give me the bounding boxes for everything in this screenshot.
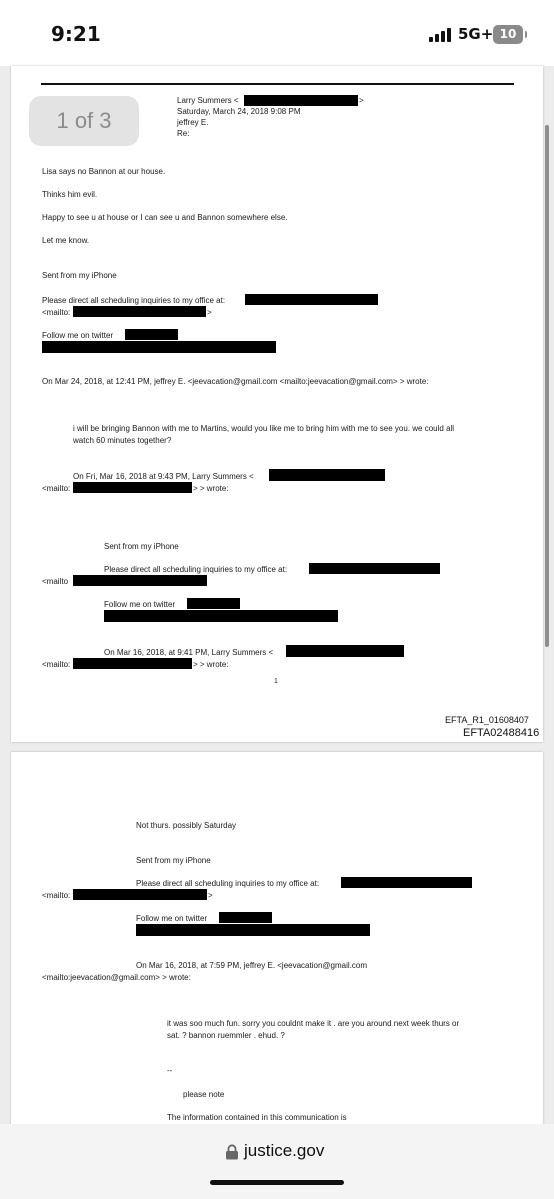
body-line: Let me know. (42, 236, 90, 245)
body-line: Not thurs. possibly Saturday (136, 821, 237, 830)
redaction-bar (286, 645, 404, 657)
redaction-bar (269, 469, 385, 481)
signature-mailto-close: > (207, 308, 212, 317)
signature-scheduling: Please direct all scheduling inquiries to my office at: (104, 565, 288, 574)
cellular-signal-icon (429, 28, 455, 42)
reply-header: On Mar 24, 2018, at 12:41 PM, jeffrey E. <jeevacation@gmail.com <mailto:jeevacation@gmail.com> > wrote: (42, 377, 429, 386)
email-to: jeffrey E. (177, 118, 209, 127)
redaction-bar (125, 329, 178, 340)
redaction-bar (42, 341, 276, 353)
email-subject: Re: (177, 129, 190, 138)
redaction-bar (73, 658, 192, 669)
reply-wrote: > > wrote: (193, 484, 229, 493)
quoted-line: i will be bringing Bannon with me to Martins, would you like me to bring him with me to see you. we could all (73, 424, 455, 433)
redaction-bar (73, 306, 206, 317)
quoted-line: please note (183, 1090, 225, 1099)
body-line: Thinks him evil. (42, 190, 98, 199)
redaction-bar (136, 924, 370, 936)
signature-twitter: Follow me on twitter (136, 914, 208, 923)
url-text[interactable]: justice.gov (244, 1141, 325, 1160)
network-type-label: 5G+ (458, 25, 494, 43)
body-line: Lisa says no Bannon at our house. (42, 167, 166, 176)
signature-sent: Sent from my iPhone (104, 542, 179, 551)
reply-wrote: > > wrote: (193, 660, 229, 669)
redaction-bar (187, 598, 240, 609)
home-indicator[interactable] (210, 1180, 344, 1185)
document-page-2 (11, 752, 543, 1142)
signature-sent: Sent from my iPhone (136, 856, 211, 865)
signature-mailto: <mailto: (42, 891, 71, 900)
reply-header: On Mar 16, 2018, at 7:59 PM, jeffrey E. <jeevacation@gmail.com (136, 961, 367, 970)
signature-mailto: <mailto (42, 577, 69, 586)
redaction-bar (244, 95, 358, 106)
signature-twitter: Follow me on twitter (42, 331, 114, 340)
page-number: 1 (274, 678, 278, 685)
quoted-line: sat. ? bannon ruemmler . ehud. ? (167, 1031, 285, 1040)
redaction-bar (73, 889, 207, 900)
status-bar (0, 0, 554, 66)
signature-scheduling: Please direct all scheduling inquiries to my office at: (136, 879, 320, 888)
signature-scheduling: Please direct all scheduling inquiries to my office at: (42, 296, 226, 305)
email-date: Saturday, March 24, 2018 9:08 PM (177, 107, 301, 116)
status-time: 9:21 (51, 22, 101, 46)
redaction-bar (73, 482, 192, 493)
header-rule (41, 83, 514, 85)
quoted-line: watch 60 minutes together? (73, 436, 172, 445)
reply-header: On Mar 16, 2018, at 9:41 PM, Larry Summers < (104, 648, 274, 657)
email-from-close: > (359, 96, 364, 105)
redaction-bar (73, 575, 207, 586)
redaction-bar (245, 294, 378, 305)
reply-header: <mailto:jeevacation@gmail.com> > wrote: (42, 973, 191, 982)
page-counter-badge: 1 of 3 (29, 96, 139, 146)
quoted-separator: -- (167, 1066, 173, 1075)
quoted-line: The information contained in this communication is (167, 1113, 347, 1122)
redaction-bar (309, 563, 440, 574)
document-page-1 (11, 66, 543, 742)
browser-address-bar[interactable] (0, 1124, 554, 1199)
redaction-bar (219, 912, 272, 923)
document-id: EFTA02488416 (463, 727, 540, 739)
reply-header: On Fri, Mar 16, 2018 at 9:43 PM, Larry Summers < (73, 472, 254, 481)
scrollbar[interactable] (545, 125, 549, 647)
signature-twitter: Follow me on twitter (104, 600, 176, 609)
document-id: EFTA_R1_01608407 (445, 715, 529, 725)
signature-mailto-close: > (208, 891, 213, 900)
battery-icon: 10 (493, 25, 523, 44)
quoted-line: it was soo much fun. sorry you couldnt make it . are you around next week thurs or (167, 1019, 460, 1028)
redaction-bar (341, 877, 472, 888)
body-line: Happy to see u at house or I can see u and Bannon somewhere else. (42, 213, 288, 222)
redaction-bar (104, 610, 338, 622)
reply-mailto: <mailto: (42, 660, 71, 669)
reply-mailto: <mailto: (42, 484, 71, 493)
email-from: Larry Summers < (177, 96, 239, 105)
signature-sent: Sent from my iPhone (42, 271, 117, 280)
lock-icon (225, 1144, 239, 1160)
signature-mailto: <mailto: (42, 308, 71, 317)
